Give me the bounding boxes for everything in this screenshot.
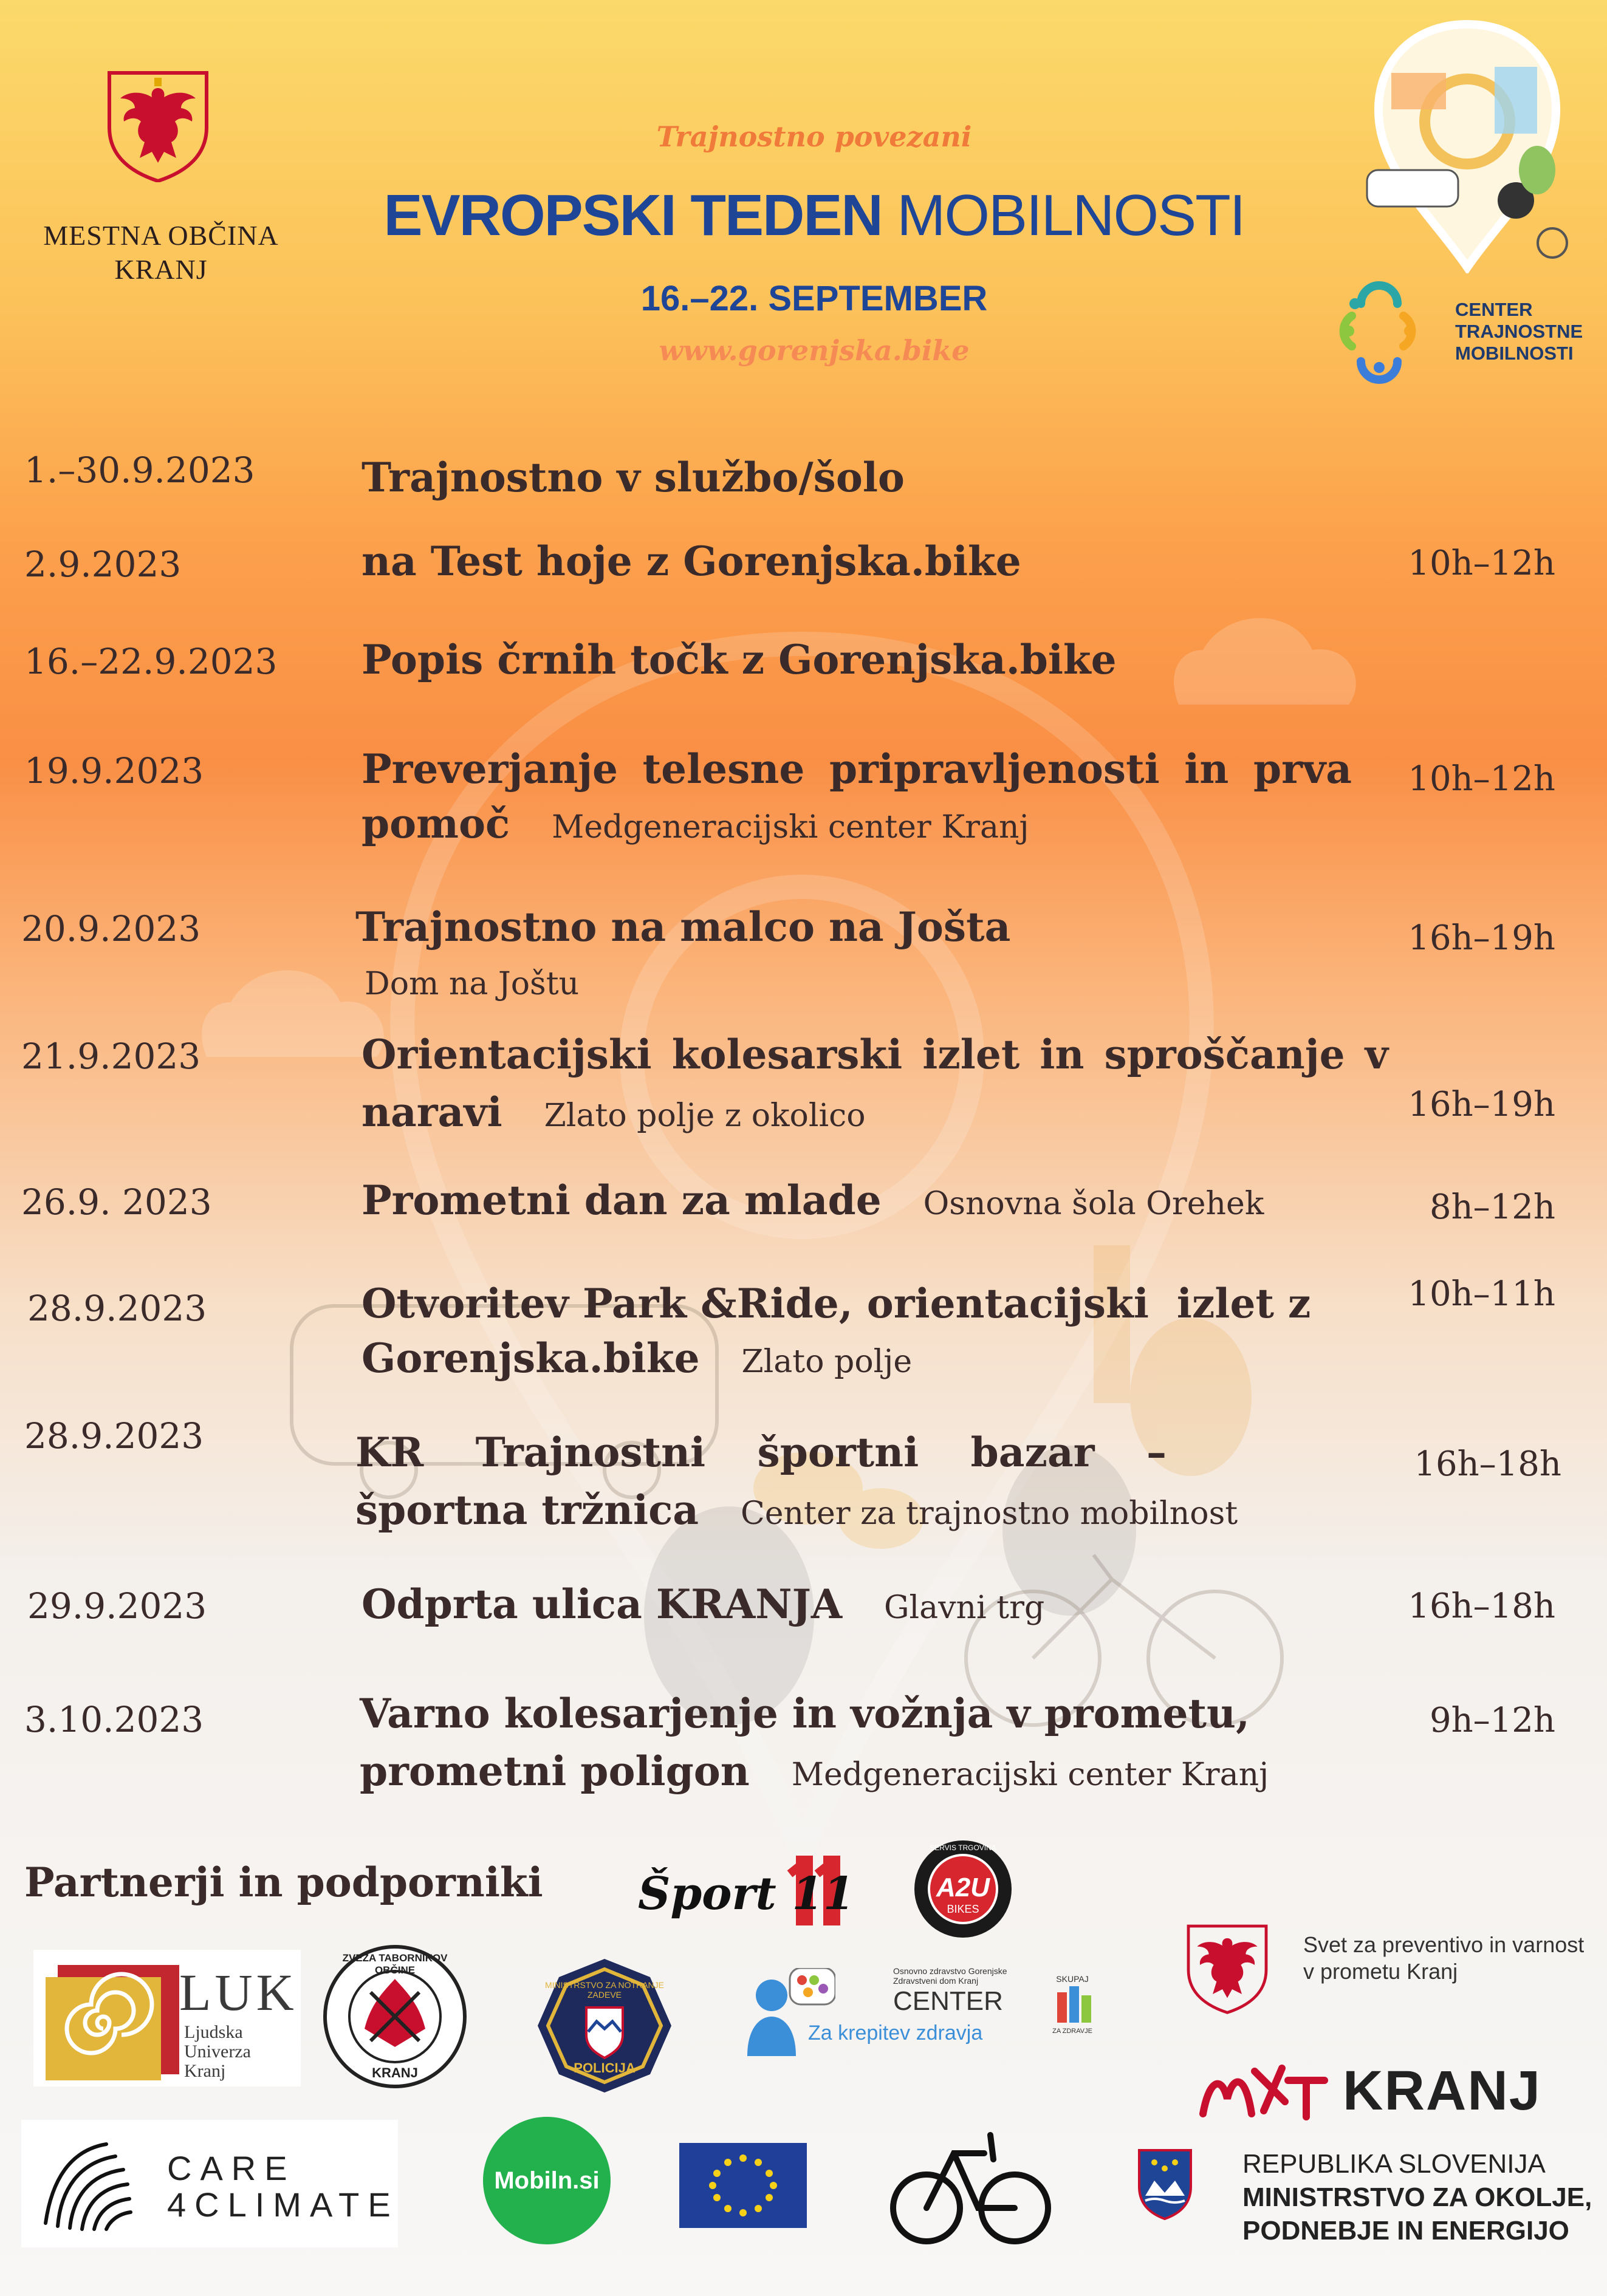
municipality-line-1: MESTNA OBČINA [43, 220, 279, 251]
svet-crest-icon [1179, 1913, 1276, 2017]
zto-logo [322, 1944, 468, 2089]
event-time: 10h–12h [1408, 759, 1555, 799]
event-title [361, 449, 1394, 505]
event-title-text: športna tržnica [355, 1486, 699, 1534]
page-title [365, 182, 1264, 249]
mobiln-logo [483, 2117, 611, 2244]
a2u-logo [911, 1837, 1015, 1941]
event-title [355, 899, 1388, 955]
event-title [361, 1172, 1394, 1232]
event-title: Preverjanje telesne pripravljenosti in prva [361, 745, 1352, 793]
event-title: Otvoritev Park &Ride, orientacijski izlet z [361, 1280, 1311, 1327]
event-title-text: Trajnostno v službo/šolo [361, 454, 905, 501]
event-time: 16h–19h [1408, 1085, 1555, 1124]
svet-text: Svet za preventivo in varnost v prometu Kranj [1303, 1932, 1585, 1984]
luk-line-1: Ljudska [184, 2022, 243, 2042]
ministry-line-3: PODNEBJE IN ENERGIJO [1242, 2216, 1569, 2246]
event-place: Medgeneracijski center Kranj [791, 1757, 1269, 1793]
municipality-line-2: KRANJ [114, 254, 208, 285]
care4climate-text [167, 2150, 399, 2223]
title-light-part: MOBILNOSTI [897, 183, 1245, 248]
event-title-continued [360, 1743, 1393, 1803]
mobility-pin-illustration-icon [1355, 18, 1580, 273]
care-line-2: 4CLIMATE [167, 2185, 399, 2224]
luk-line-3: Kranj [184, 2061, 226, 2081]
event-title-text: prometni poligon [360, 1748, 750, 1795]
event-date: 2.9.2023 [24, 544, 182, 585]
event-title-continued [361, 1330, 1352, 1390]
zto-ring-text: ZVEZA TABORNIKOV OBČINE [342, 1952, 448, 1976]
website-link[interactable]: www.gorenjska.bike [659, 334, 970, 367]
czk-subtitle: Za krepitev zdravja [808, 2021, 983, 2045]
ministry-line-2: MINISTRSTVO ZA OKOLJE, [1242, 2182, 1592, 2212]
event-date: 28.9.2023 [27, 1288, 207, 1329]
event-title-text: na Test hoje z Gorenjska.bike [361, 538, 1021, 585]
care-line-1: CARE [167, 2149, 296, 2187]
event-date: 1.–30.9.2023 [24, 449, 255, 491]
sport11-text: Šport 11 [638, 1868, 855, 1920]
luk-full-name [184, 2023, 251, 2081]
event-title [361, 632, 1394, 688]
sustainable-mobility-chain-icon [1337, 279, 1428, 389]
a2u-ring-text: SERVIS TRGOVINA [930, 1843, 996, 1852]
event-place: Medgeneracijski center Kranj [552, 809, 1029, 846]
event-time: 16h–18h [1408, 1587, 1555, 1626]
ctm-line-3: MOBILNOSTI [1455, 343, 1574, 364]
a2u-sub: BIKES [947, 1903, 979, 1915]
event-place: Dom na Joštu [365, 966, 580, 1002]
zto-bottom-text: KRANJ [372, 2065, 418, 2080]
event-date: 20.9.2023 [21, 908, 201, 949]
event-time: 9h–12h [1429, 1701, 1555, 1740]
health-people-icon [744, 1968, 835, 2059]
slovenia-coat-of-arms-icon [1136, 2147, 1194, 2220]
ministry-text [1242, 2147, 1592, 2247]
event-title-text: pomoč [361, 800, 510, 847]
partners-heading: Partnerji in podporniki [24, 1859, 543, 1906]
municipality-name [18, 219, 304, 287]
czk-logo [744, 1950, 1012, 2065]
czk-small-text [893, 1966, 1007, 1986]
event-title [361, 1576, 1394, 1636]
eu-flag-icon [679, 2143, 807, 2228]
event-title-text: Gorenjska.bike [361, 1334, 700, 1382]
event-place: Zlato polje [741, 1344, 913, 1380]
kranj-wordmark: KRANJ [1343, 2060, 1541, 2122]
event-time: 8h–12h [1429, 1187, 1555, 1227]
skupaj-logo [1033, 1968, 1112, 2047]
event-date: 3.10.2023 [24, 1699, 204, 1740]
kranj-crest-icon [97, 61, 219, 182]
policija-ring-text: MINISTRSTVO ZA NOTRANJE ZADEVE [544, 1980, 664, 2000]
luk-spiral-icon [39, 1959, 179, 2080]
kranj-mark-icon [1197, 2056, 1331, 2123]
ctm-line-1: CENTER [1455, 299, 1533, 320]
event-title-text: Odprta ulica KRANJA [361, 1580, 843, 1628]
event-title-text: naravi [361, 1088, 502, 1136]
event-title-text: Trajnostno na malco na Jošta [355, 903, 1011, 951]
event-title: Orientacijski kolesarski izlet in sproščanje v [361, 1031, 1388, 1078]
fingerprint-icon [33, 2132, 137, 2235]
skupaj-sub: ZA ZDRAVJE [1052, 2028, 1092, 2035]
skupaj-text: SKUPAJ [1056, 1974, 1089, 1984]
policija-text: POLICIJA [574, 2060, 636, 2076]
ctm-line-2: TRAJNOSTNE [1455, 321, 1583, 342]
luk-line-2: Univerza [184, 2041, 251, 2062]
event-title [361, 533, 1394, 589]
luk-abbreviation: LUK [179, 1963, 298, 2021]
event-title [360, 1686, 1393, 1741]
event-title-continued [361, 796, 1352, 855]
campaign-subtitle: Trajnostno povezani [656, 120, 972, 153]
event-place: Center za trajnostno mobilnost [741, 1495, 1238, 1532]
event-date: 28.9.2023 [24, 1415, 204, 1457]
bicycle-logo-icon [887, 2123, 1051, 2250]
event-title-text: Popis črnih točk z Gorenjska.bike [361, 636, 1117, 683]
event-place: Osnovna šola Orehek [923, 1186, 1264, 1222]
mobiln-text: Mobiln.si [494, 2167, 600, 2194]
event-time: 10h–12h [1408, 544, 1555, 583]
a2u-text: A2U [936, 1873, 990, 1902]
event-title-text: Prometni dan za mlade [361, 1177, 882, 1224]
event-date: 19.9.2023 [24, 750, 204, 791]
event-title: KR Trajnostni športni bazar – [355, 1429, 1167, 1476]
ministry-line-1: REPUBLIKA SLOVENIJA [1242, 2149, 1546, 2179]
event-date: 21.9.2023 [21, 1036, 201, 1077]
event-dates: 16.–22. SEPTEMBER [640, 279, 988, 318]
event-place: Glavni trg [883, 1590, 1045, 1626]
event-date: 26.9. 2023 [21, 1181, 212, 1223]
policija-logo [535, 1956, 674, 2096]
event-title-continued [361, 1084, 1352, 1144]
event-time: 10h–11h [1408, 1274, 1555, 1314]
event-title-continued [355, 1482, 1346, 1542]
event-date: 16.–22.9.2023 [24, 641, 278, 682]
event-date: 29.9.2023 [27, 1585, 207, 1627]
title-bold-part: EVROPSKI TEDEN [383, 183, 882, 248]
event-time: 16h–18h [1414, 1444, 1561, 1484]
event-title-text: Varno kolesarjenje in vožnja v prometu, [360, 1690, 1250, 1737]
czk-small-line-1: Osnovno zdravstvo Gorenjske [893, 1966, 1007, 1976]
ctm-logo-text [1455, 299, 1607, 364]
czk-small-line-2: Zdravstveni dom Kranj [893, 1976, 979, 1986]
luk-logo [33, 1950, 301, 2086]
event-place: Zlato polje z okolico [544, 1098, 866, 1134]
czk-center-text: CENTER [893, 1986, 1003, 2016]
sport11-logo [638, 1850, 857, 1929]
event-time: 16h–19h [1408, 918, 1555, 958]
